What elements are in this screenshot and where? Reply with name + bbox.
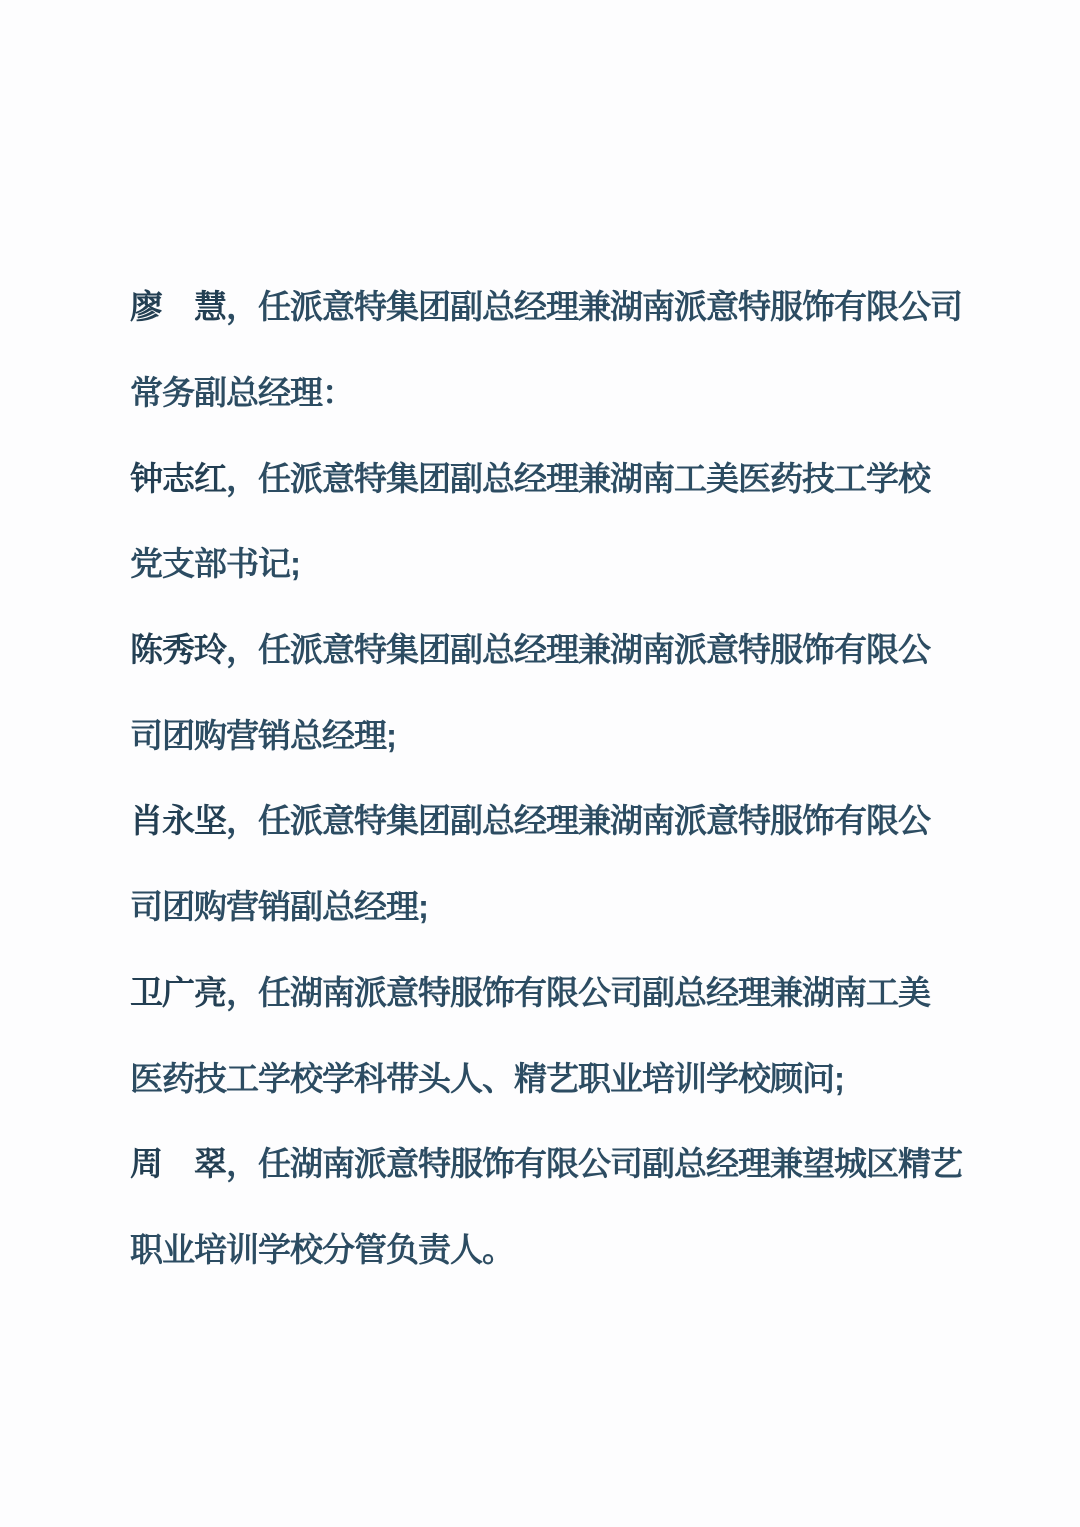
person-name: 卫广亮 [130, 973, 226, 1011]
entry-line [130, 1205, 962, 1291]
entry-line [130, 776, 962, 862]
entry-line [130, 1119, 962, 1205]
appointment-text: 职业培训学校分管负责人。 [130, 1230, 514, 1268]
person-name: 周 翠 [130, 1145, 226, 1183]
appointment-text: ，任派意特集团副总经理兼湖南派意特服饰有限公司 [226, 288, 962, 326]
appointment-text: ，任湖南派意特服饰有限公司副总经理兼湖南工美 [226, 973, 930, 1011]
person-name: 廖 慧 [130, 288, 226, 326]
entry-line [130, 862, 962, 948]
appointment-text: ，任派意特集团副总经理兼湖南工美医药技工学校 [226, 459, 930, 497]
entry-line [130, 605, 962, 691]
person-name: 肖永坚 [130, 802, 226, 840]
entry-line [130, 948, 962, 1034]
entry-line [130, 519, 962, 605]
entry-line [130, 348, 962, 434]
entry-line [130, 433, 962, 519]
appointment-text: ，任派意特集团副总经理兼湖南派意特服饰有限公 [226, 631, 930, 669]
person-name: 钟志红 [130, 459, 226, 497]
appointment-text: ，任湖南派意特服饰有限公司副总经理兼望城区精艺 [226, 1145, 962, 1183]
appointment-list [130, 262, 962, 1290]
person-name: 陈秀玲 [130, 631, 226, 669]
entry-line [130, 1033, 962, 1119]
appointment-text: 司团购营销总经理; [130, 716, 396, 754]
entry-line [130, 690, 962, 776]
appointment-text: 医药技工学校学科带头人、精艺职业培训学校顾问; [130, 1059, 844, 1097]
entry-line [130, 262, 962, 348]
appointment-text: 党支部书记; [130, 545, 300, 583]
appointment-text: 常务副总经理： [130, 374, 354, 412]
appointment-text: ，任派意特集团副总经理兼湖南派意特服饰有限公 [226, 802, 930, 840]
appointment-text: 司团购营销副总经理; [130, 888, 428, 926]
